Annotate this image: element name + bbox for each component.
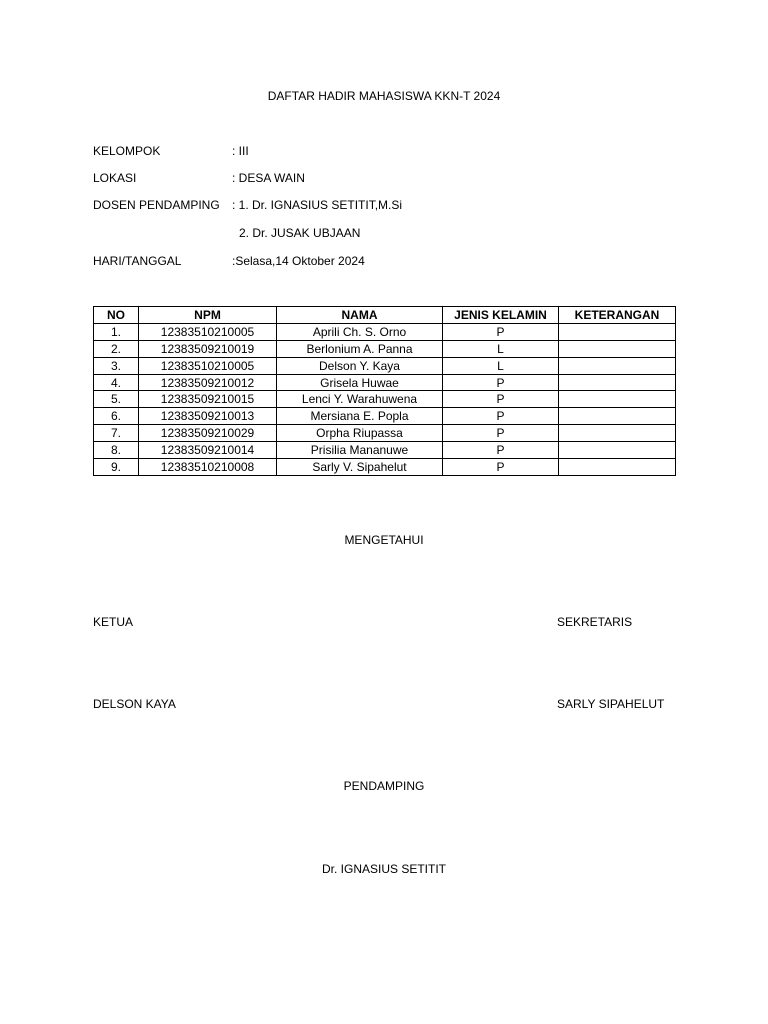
header-npm: NPM — [139, 307, 277, 324]
cell-no: 1. — [94, 323, 139, 340]
table-row — [94, 391, 676, 408]
cell-jenis-kelamin: P — [443, 459, 559, 476]
cell-no: 9. — [94, 459, 139, 476]
dosen-pendamping-label: DOSEN PENDAMPING — [93, 198, 220, 212]
cell-no: 5. — [94, 391, 139, 408]
dosen-pendamping-value-2: 2. Dr. JUSAK UBJAAN — [239, 226, 361, 240]
cell-keterangan — [559, 340, 676, 357]
table-row — [94, 357, 676, 374]
table-header-row — [94, 307, 676, 324]
cell-npm: 12383509210029 — [139, 425, 277, 442]
cell-keterangan — [559, 425, 676, 442]
cell-keterangan — [559, 391, 676, 408]
cell-npm: 12383509210015 — [139, 391, 277, 408]
cell-nama: Sarly V. Sipahelut — [277, 459, 443, 476]
dosen-pendamping-value-1: : 1. Dr. IGNASIUS SETITIT,M.Si — [232, 198, 403, 212]
table-row — [94, 374, 676, 391]
header-nama: NAMA — [277, 307, 443, 324]
cell-nama: Grisela Huwae — [277, 374, 443, 391]
cell-jenis-kelamin: P — [443, 408, 559, 425]
cell-keterangan — [559, 459, 676, 476]
sekretaris-name: SARLY SIPAHELUT — [557, 697, 665, 711]
table-row — [94, 442, 676, 459]
cell-nama: Orpha Riupassa — [277, 425, 443, 442]
table-row — [94, 425, 676, 442]
sekretaris-label: SEKRETARIS — [557, 615, 633, 629]
cell-jenis-kelamin: P — [443, 425, 559, 442]
table-row — [94, 459, 676, 476]
cell-no: 6. — [94, 408, 139, 425]
kelompok-value: : III — [232, 144, 249, 158]
cell-nama: Aprili Ch. S. Orno — [277, 323, 443, 340]
mengetahui-label: MENGETAHUI — [344, 533, 424, 547]
cell-nama: Lenci Y. Warahuwena — [277, 391, 443, 408]
cell-npm: 12383509210012 — [139, 374, 277, 391]
hari-tanggal-value: :Selasa,14 Oktober 2024 — [232, 254, 365, 268]
attendance-table — [93, 306, 676, 476]
cell-jenis-kelamin: L — [443, 357, 559, 374]
cell-nama: Delson Y. Kaya — [277, 357, 443, 374]
cell-npm: 12383509210019 — [139, 340, 277, 357]
header-jenis-kelamin: JENIS KELAMIN — [443, 307, 559, 324]
cell-npm: 12383510210008 — [139, 459, 277, 476]
cell-keterangan — [559, 442, 676, 459]
cell-keterangan — [559, 374, 676, 391]
cell-npm: 12383509210014 — [139, 442, 277, 459]
table-row — [94, 408, 676, 425]
ketua-name: DELSON KAYA — [93, 697, 176, 711]
cell-no: 3. — [94, 357, 139, 374]
cell-npm: 12383510210005 — [139, 323, 277, 340]
lokasi-label: LOKASI — [93, 171, 137, 185]
cell-no: 8. — [94, 442, 139, 459]
table-row — [94, 340, 676, 357]
cell-nama: Berlonium A. Panna — [277, 340, 443, 357]
pendamping-label: PENDAMPING — [343, 779, 425, 793]
header-keterangan: KETERANGAN — [559, 307, 676, 324]
cell-jenis-kelamin: L — [443, 340, 559, 357]
cell-keterangan — [559, 323, 676, 340]
cell-jenis-kelamin: P — [443, 442, 559, 459]
cell-no: 2. — [94, 340, 139, 357]
cell-no: 7. — [94, 425, 139, 442]
cell-jenis-kelamin: P — [443, 391, 559, 408]
table-row — [94, 323, 676, 340]
document-title: DAFTAR HADIR MAHASISWA KKN-T 2024 — [267, 89, 501, 103]
cell-keterangan — [559, 357, 676, 374]
cell-npm: 12383509210013 — [139, 408, 277, 425]
lokasi-value: : DESA WAIN — [232, 171, 305, 185]
cell-jenis-kelamin: P — [443, 374, 559, 391]
cell-no: 4. — [94, 374, 139, 391]
kelompok-label: KELOMPOK — [93, 144, 161, 158]
cell-nama: Mersiana E. Popla — [277, 408, 443, 425]
cell-npm: 12383510210005 — [139, 357, 277, 374]
ketua-label: KETUA — [93, 615, 134, 629]
cell-keterangan — [559, 408, 676, 425]
cell-jenis-kelamin: P — [443, 323, 559, 340]
hari-tanggal-label: HARI/TANGGAL — [93, 254, 182, 268]
header-no: NO — [94, 307, 139, 324]
pendamping-name: Dr. IGNASIUS SETITIT — [321, 862, 446, 876]
cell-nama: Prisilia Mananuwe — [277, 442, 443, 459]
